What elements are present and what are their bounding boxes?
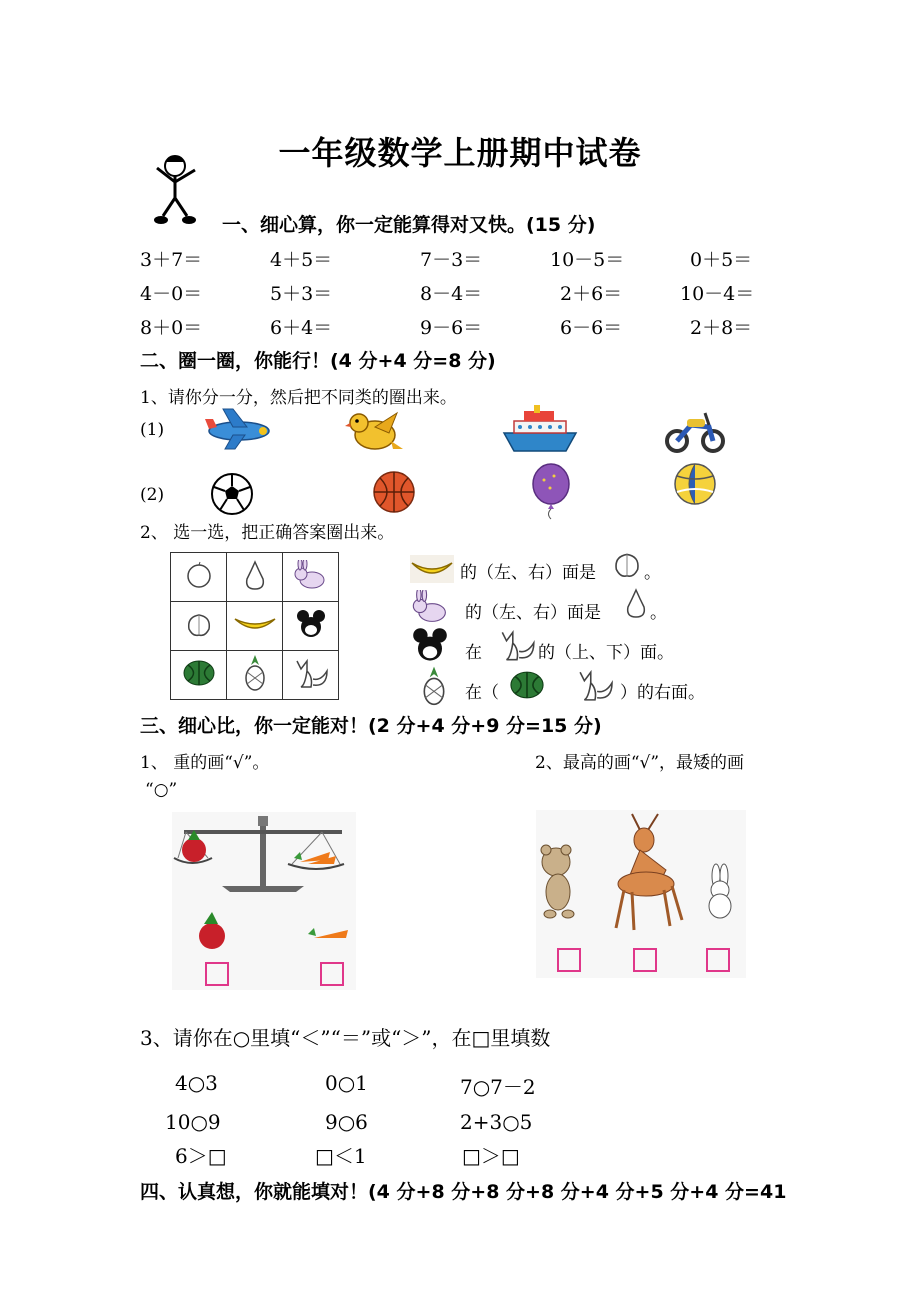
grid-cell <box>171 553 227 602</box>
statement-2: 的（左、右）面是 <box>465 603 601 623</box>
grid-cell <box>283 553 339 602</box>
section3-heading: 三、细心比，你一定能对！(2 分+4 分+9 分=15 分) <box>140 715 602 737</box>
bird-icon <box>345 405 405 457</box>
page-title: 一年级数学上册期中试卷 <box>278 134 642 172</box>
equation: 9－6＝ <box>420 317 483 339</box>
section3-q1: 1、 重的画“√”。 <box>140 753 270 773</box>
balloon-icon <box>530 462 572 520</box>
statement-1: 的（左、右）面是 <box>460 563 596 583</box>
banana-icon <box>233 611 277 637</box>
compare-item: □＞□ <box>462 1144 520 1168</box>
statement-3b: 的（上、下）面。 <box>538 643 674 663</box>
section1-heading: 一、细心算，你一定能算得对又快。(15 分) <box>222 214 596 236</box>
rabbit-icon <box>410 590 452 624</box>
grid-cell <box>227 602 283 651</box>
grid-cell <box>227 553 283 602</box>
pineapple-icon <box>420 666 448 706</box>
fox-icon <box>291 657 331 689</box>
airplane-icon <box>203 405 273 453</box>
grid-cell <box>283 602 339 651</box>
equation: 4－0＝ <box>140 283 203 305</box>
statement-1-end: 。 <box>644 563 661 583</box>
grid-cell <box>227 651 283 700</box>
equation: 5＋3＝ <box>270 283 333 305</box>
fox-icon <box>572 668 618 702</box>
row1-label: (1) <box>140 420 165 440</box>
answer-box[interactable] <box>320 962 344 986</box>
statement-2-end: 。 <box>650 603 667 623</box>
equation: 7－3＝ <box>420 249 483 271</box>
section2-q2: 2、 选一选，把正确答案圈出来。 <box>140 523 395 543</box>
mickey-icon <box>296 609 326 639</box>
equation: 6－6＝ <box>560 317 623 339</box>
compare-item: 9○6 <box>325 1110 368 1134</box>
mickey-icon <box>412 626 448 664</box>
grid-cell <box>171 651 227 700</box>
grid-cell <box>283 651 339 700</box>
soccer-ball-icon <box>210 472 254 516</box>
section2-q1: 1、请你分一分，然后把不同类的圈出来。 <box>140 388 457 408</box>
equation: 0＋5＝ <box>690 249 753 271</box>
answer-box[interactable] <box>557 948 581 972</box>
pear-icon <box>241 559 269 591</box>
compare-item: 10○9 <box>165 1110 221 1134</box>
apple-icon <box>185 561 213 589</box>
pear-icon <box>622 586 650 620</box>
compare-item: 0○1 <box>325 1071 368 1095</box>
peach-icon <box>185 609 213 639</box>
section3-q2: 2、最高的画“√”，最矮的画 <box>535 753 745 773</box>
motorcycle-icon <box>665 405 725 453</box>
equation: 2＋6＝ <box>560 283 623 305</box>
equation: 2＋8＝ <box>690 317 753 339</box>
section3-q2b: “○” <box>145 780 178 800</box>
equation: 10－5＝ <box>550 249 625 271</box>
rabbit-icon <box>292 560 330 590</box>
ship-icon <box>500 403 580 455</box>
grid-cell <box>171 602 227 651</box>
equation: 3＋7＝ <box>140 249 203 271</box>
compare-item: 4○3 <box>175 1071 218 1095</box>
equation: 10－4＝ <box>680 283 755 305</box>
answer-box[interactable] <box>205 962 229 986</box>
pineapple-icon <box>242 655 268 691</box>
fruit-grid <box>170 552 339 700</box>
answer-box[interactable] <box>633 948 657 972</box>
statement-4a: 在（ <box>465 683 499 703</box>
compare-item: 2+3○5 <box>460 1110 533 1134</box>
volleyball-icon <box>673 462 717 506</box>
banana-icon <box>410 555 454 583</box>
compare-item: □＜1 <box>315 1144 367 1168</box>
statement-3a: 在 <box>465 643 482 663</box>
equation: 4＋5＝ <box>270 249 333 271</box>
compare-item: 6＞□ <box>175 1144 227 1168</box>
equation: 8＋0＝ <box>140 317 203 339</box>
watermelon-icon <box>182 659 216 687</box>
equation: 8－4＝ <box>420 283 483 305</box>
statement-4b: ）的右面。 <box>620 683 705 703</box>
section4-heading: 四、认真想，你就能填对！(4 分+8 分+8 分+8 分+4 分+5 分+4 分=41 <box>140 1181 787 1203</box>
section3-q3: 3、请你在○里填“＜”“＝”或“＞”，在□里填数 <box>140 1026 551 1050</box>
peach-icon <box>612 548 642 580</box>
section2-heading: 二、圈一圈，你能行！(4 分+4 分=8 分) <box>140 350 496 372</box>
answer-box[interactable] <box>706 948 730 972</box>
compare-item: 7○7－2 <box>460 1075 536 1099</box>
watermelon-icon <box>508 670 546 700</box>
basketball-icon <box>372 470 416 514</box>
fox-icon <box>496 628 538 662</box>
row2-label: (2) <box>140 485 165 505</box>
equation: 6＋4＝ <box>270 317 333 339</box>
